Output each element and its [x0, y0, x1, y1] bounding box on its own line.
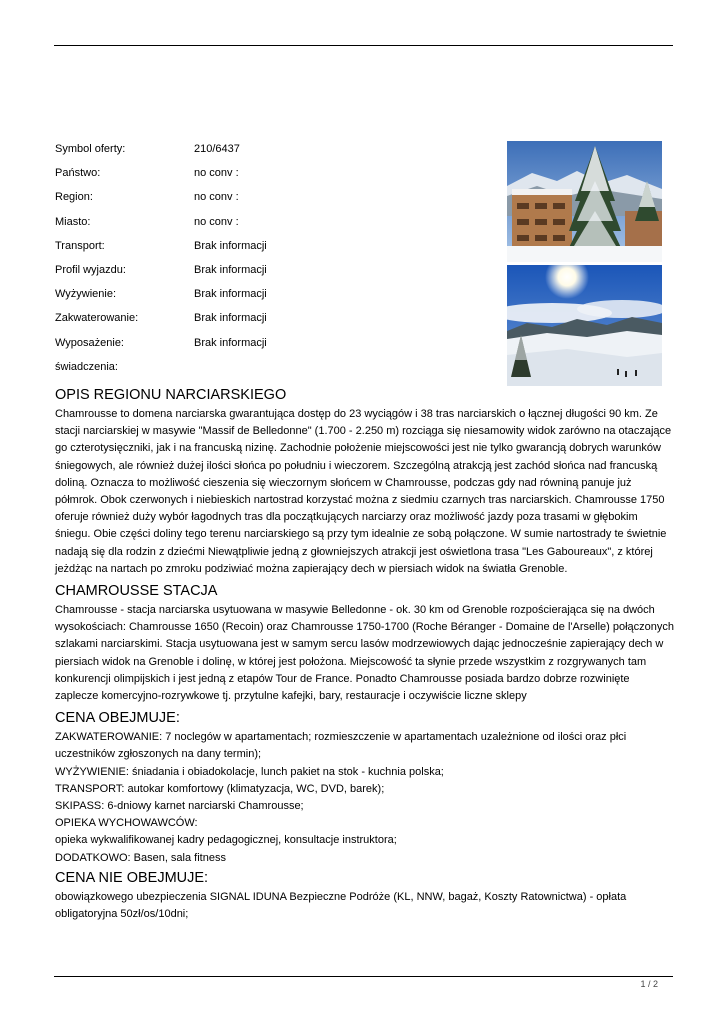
includes-item: opieka wykwalifikowanej kadry pedagogicznej, konsultacje instruktora;	[55, 834, 397, 847]
includes-item: ZAKWATEROWANIE: 7 noclegów w apartamentach; rozmieszczenie w apartamentach uzależnione od ilości oraz płci uczestników zgłoszonych na dany termin);	[55, 731, 627, 761]
section-heading-region: OPIS REGIONU NARCIARSKIEGO	[55, 387, 287, 403]
info-value: no conv :	[194, 215, 239, 228]
includes-item: TRANSPORT: autokar komfortowy (klimatyzacja, WC, DVD, barek);	[55, 782, 385, 795]
includes-item: DODATKOWO: Basen, sala fitness	[55, 851, 226, 864]
station-description: Chamrousse - stacja narciarska usytuowana w masywie Belledonne - ok. 30 km od Grenoble rozpościerająca się na dwóch wysokościach: Chamrousse 1650 (Recoin) oraz Chamrousse 1750-1700 (Roche Béranger - Domaine de l'Arselle) połączonych szlakami narciarskimi. Stacja usytuowana jest w samym sercu lasów modrzewiowych dając jednocześnie zapierający dech w piersiach widok na Grenoble i dolinę, w której jest położona. Miejscowość ta słynie przede wszystkim z rozgrywanych tam konkurencji olimpijskich i jest jedną z etapów Tour de France. Ponadto Chamrousse posiada bardzo dobrze rozwinięte zaplecze komercyjno-rozrywkowe tj. przytulne kafejki, bary, restauracje i oczywiście liczne sklepy	[55, 604, 675, 703]
info-value: Brak informacji	[194, 336, 267, 349]
info-label: Profil wyjazdu:	[55, 263, 126, 276]
info-row	[55, 140, 475, 164]
page-number: 1 / 2	[640, 979, 658, 989]
info-row	[55, 237, 475, 261]
info-value: Brak informacji	[194, 263, 267, 276]
info-row	[55, 334, 475, 358]
info-label: Wyżywienie:	[55, 288, 117, 301]
footer-rule	[54, 976, 673, 977]
info-row	[55, 261, 475, 285]
info-label: świadczenia:	[55, 360, 118, 373]
info-value: no conv :	[194, 191, 239, 204]
info-label: Region:	[55, 191, 93, 204]
info-value: 210/6437	[194, 143, 240, 155]
resort-chalet-photo	[507, 141, 662, 262]
info-row	[55, 358, 475, 382]
info-row	[55, 164, 475, 188]
info-label: Zakwaterowanie:	[55, 312, 139, 325]
includes-item: SKIPASS: 6-dniowy karnet narciarski Chamrousse;	[55, 800, 304, 813]
info-label: Wyposażenie:	[55, 336, 124, 349]
includes-item: WYŻYWIENIE: śniadania i obiadokolacje, lunch pakiet na stok - kuchnia polska;	[55, 765, 444, 778]
includes-item: OPIEKA WYCHOWAWCÓW:	[55, 817, 198, 830]
header-rule	[54, 45, 673, 46]
offer-info-table	[55, 140, 475, 382]
section-heading-station: CHAMROUSSE STACJA	[55, 583, 218, 600]
info-label: Transport:	[55, 239, 105, 252]
section-heading-includes: CENA OBEJMUJE:	[55, 710, 180, 727]
info-label: Symbol oferty:	[55, 143, 126, 155]
info-label: Państwo:	[55, 167, 101, 180]
info-row	[55, 285, 475, 309]
info-label: Miasto:	[55, 215, 91, 228]
region-description: Chamrousse to domena narciarska gwarantująca dostęp do 23 wyciągów i 38 tras narciarskich o łącznej długości 90 km. Ze stacji narciarskiej w masywie "Massif de Belledonne" (1.700 - 2.250 m) rozciąga się niesamowity widok zarówno na otaczające go czterotysięczniki, jak i na francuską nizinę. Zachodnie położenie miejscowości jest nie tylko gwarancją dobrych warunków śniegowych, ale również dużej ilości słońca po południu i wieczorem. Szczególną atrakcją jest zachód słońca nad francuską doliną. Oznacza to możliwość cieszenia się wieczornym słońcem w Chamrousse, podczas gdy nad równiną panuje już półmrok. Obok czerwonych i niebieskich nartostrad korzystać można z siedmiu czarnych tras narciarskich. Chamrousse 1750 oferuje również duży wybór łagodnych tras dla początkujących narciarzy oraz możliwość jazdy poza trasami w głębokim śniegu. Obie części doliny tego terenu narciarskiego są przy tym idealnie ze sobą połączone. W sumie nartostrady te świetnie nadają się dla rodzin z dziećmi Niewątpliwie jedną z głowniejszych atrakcji jest oświetlona trasa "Les Gaboureaux", z której jeżdżąc na nartach po zmroku podziwiać można zapierający dech w piersiach widok na światła Grenoble.	[55, 408, 672, 575]
excludes-description: obowiązkowego ubezpieczenia SIGNAL IDUNA Bezpieczne Podróże (KL, NNW, bagaż, Koszty Ratownictwa) - opłata obligatoryjna 50zł/os/10dni;	[55, 890, 627, 921]
info-value: Brak informacji	[194, 288, 267, 301]
info-value: Brak informacji	[194, 239, 267, 252]
offer-description	[55, 384, 675, 925]
info-value: Brak informacji	[194, 312, 267, 325]
info-row	[55, 213, 475, 237]
info-row	[55, 309, 475, 333]
snowy-valley-photo	[507, 265, 662, 386]
info-row	[55, 188, 475, 212]
section-heading-excludes: CENA NIE OBEJMUJE:	[55, 869, 209, 886]
info-value: no conv :	[194, 167, 239, 180]
